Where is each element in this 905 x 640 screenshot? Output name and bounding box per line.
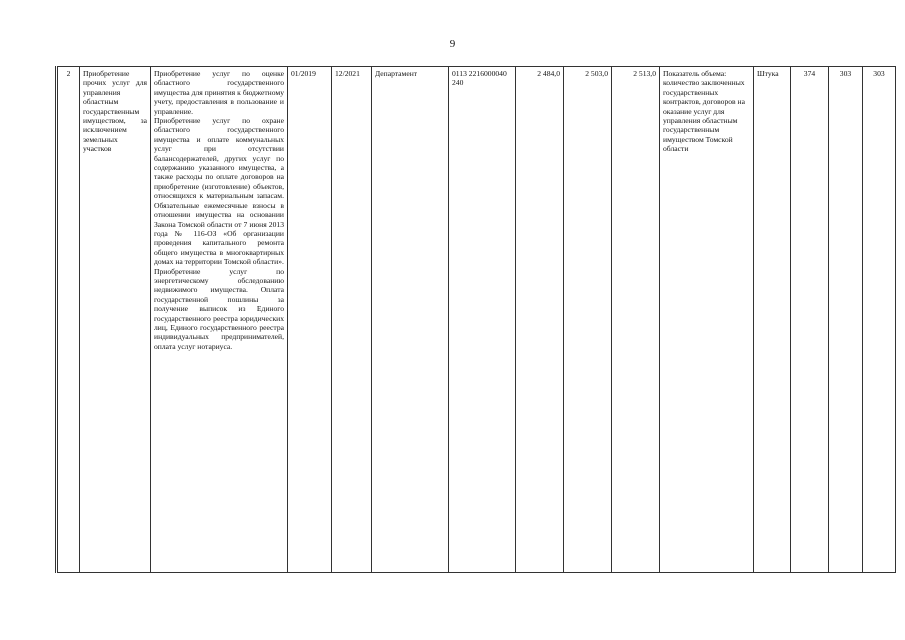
indicator-value-year-1: 374 xyxy=(791,67,829,573)
indicator-value-year-3: 303 xyxy=(863,67,896,573)
start-date-cell: 01/2019 xyxy=(288,67,332,573)
table-left-border xyxy=(55,66,56,573)
row-index-cell: 2 xyxy=(58,67,80,573)
description-paragraph: Приобретение услуг по энергетическому обследованию недвижимого имущества. Оплата государственной пошлины за получение выписок из Единого государственного реестра юридических лиц, Единого государственного реестра индивидуальных предпринимателей, оплата услуг нотариуса. xyxy=(154,266,284,351)
description-paragraph: Приобретение услуг по оценке областного государственного имущества для принятия к бюджетному учету, предоставления в пользование и управление. xyxy=(154,69,284,116)
description-paragraph: Приобретение услуг по охране областного государственного имущества и оплате коммунальных услуг при отсутствии балансодержателей, других услуг по содержанию указанного имущества, а также расходы по оплате договоров на приобретение (изготовление) объектов, относящихся к материальным запасам. Обязательные ежемесячные взносы в отношении имущества на основании Закона Томской области от 7 июня 2013 года № 116-ОЗ «Об организации проведения капитального ремонта общего имущества в многоквартирных домах на территории Томской области». xyxy=(154,116,284,267)
end-date-cell: 12/2021 xyxy=(332,67,372,573)
amount-cell-year-1: 2 484,0 xyxy=(516,67,564,573)
budget-code-cell: 0113 2216000040 240 xyxy=(449,67,516,573)
executor-cell: Департамент xyxy=(372,67,449,573)
measure-description-cell xyxy=(151,67,288,573)
unit-cell: Штука xyxy=(754,67,791,573)
amount-cell-year-3: 2 513,0 xyxy=(612,67,660,573)
indicator-cell: Показатель объема: количество заключенных государственных контрактов, договоров на оказание услуг для управления областным государственным имуществом Томской области xyxy=(660,67,754,573)
amount-cell-year-2: 2 503,0 xyxy=(564,67,612,573)
measure-name-cell: Приобретение прочих услуг для управления областным государственным имуществом, за исключением земельных участков xyxy=(80,67,151,573)
indicator-value-year-2: 303 xyxy=(829,67,863,573)
program-measures-table xyxy=(57,66,896,573)
table-row xyxy=(58,67,896,573)
page-number: 9 xyxy=(449,38,456,50)
